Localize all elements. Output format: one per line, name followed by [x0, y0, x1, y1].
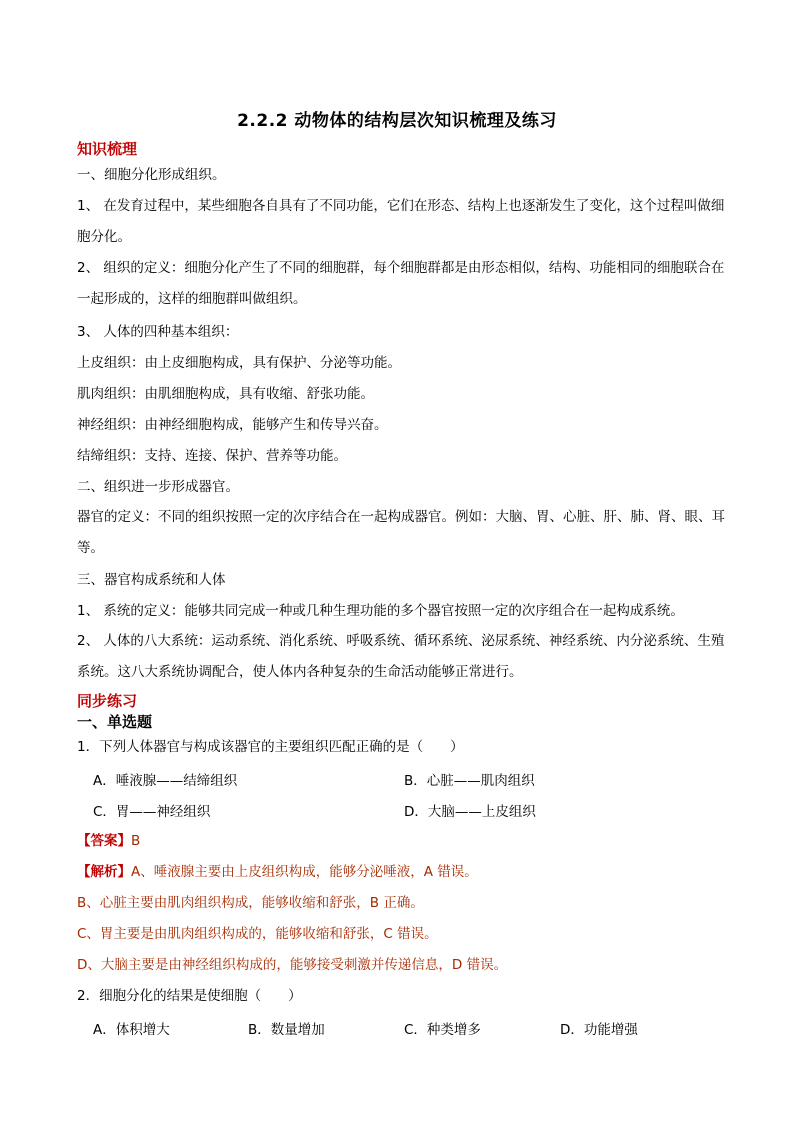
section-heading-practice: 同步练习 [77, 692, 138, 710]
review-paragraph-1: 1、 在发育过程中，某些细胞各自具有了不同功能，它们在形态、结构上也逐渐发生了变化，这个过程叫做细胞分化。 [77, 198, 725, 245]
question-1-analysis-3: C、胃主要是由肌肉组织构成的，能够收缩和舒张，C 错误。 [77, 926, 438, 942]
question-1-answer [77, 832, 140, 850]
page-title: 2.2.2 动物体的结构层次知识梳理及练习 [237, 111, 557, 131]
review-paragraph-6: 2、 人体的八大系统：运动系统、消化系统、呼吸系统、循环系统、泌尿系统、神经系统、内分泌系统、生殖系统。这八大系统协调配合，使人体内各种复杂的生命活动能够正常进行。 [77, 633, 725, 680]
question-1-stem: 1．下列人体器官与构成该器官的主要组织匹配正确的是（ ） [77, 739, 464, 755]
tissue-connective: 结缔组织：支持、连接、保护、营养等功能。 [77, 448, 347, 464]
question-1-option-b: B．心脏——肌肉组织 [404, 773, 535, 789]
tissue-epithelial: 上皮组织：由上皮细胞构成，具有保护、分泌等功能。 [77, 355, 401, 371]
answer-label: 【答案】 [77, 833, 131, 849]
question-1-analysis-4: D、大脑主要是由神经组织构成的，能够接受刺激并传递信息，D 错误。 [77, 957, 508, 973]
question-2-option-d: D．功能增强 [560, 1022, 638, 1038]
answer-value: B [131, 833, 141, 849]
question-1-analysis-1 [77, 863, 478, 881]
question-1-option-c: C．胃——神经组织 [93, 804, 211, 820]
tissue-muscle: 肌肉组织：由肌细胞构成，具有收缩、舒张功能。 [77, 386, 374, 402]
review-paragraph-4: 器官的定义：不同的组织按照一定的次序结合在一起构成器官。例如：大脑、胃、心脏、肝、肺、肾、眼、耳等。 [77, 509, 725, 556]
question-1-option-a: A．唾液腺——结缔组织 [93, 773, 238, 789]
analysis-label: 【解析】 [77, 864, 131, 880]
review-paragraph-3: 3、 人体的四种基本组织： [77, 324, 239, 340]
review-paragraph-5: 1、 系统的定义：能够共同完成一种或几种生理功能的多个器官按照一定的次序组合在一起构成系统。 [77, 603, 684, 619]
review-heading-3: 三、器官构成系统和人体 [77, 572, 226, 588]
practice-subheading: 一、单选题 [77, 713, 153, 731]
question-2-option-a: A．体积增大 [93, 1022, 170, 1038]
question-1-option-d: D．大脑——上皮组织 [404, 804, 536, 820]
tissue-nerve: 神经组织：由神经细胞构成，能够产生和传导兴奋。 [77, 417, 388, 433]
question-2-option-c: C．种类增多 [404, 1022, 481, 1038]
section-heading-review: 知识梳理 [77, 140, 138, 158]
question-1-analysis-2: B、心脏主要由肌肉组织构成，能够收缩和舒张，B 正确。 [77, 895, 424, 911]
review-paragraph-2: 2、 组织的定义：细胞分化产生了不同的细胞群，每个细胞群都是由形态相似，结构、功能相同的细胞联合在一起形成的，这样的细胞群叫做组织。 [77, 260, 725, 307]
question-2-stem: 2．细胞分化的结果是使细胞（ ） [77, 988, 302, 1004]
review-heading-2: 二、组织进一步形成器官。 [77, 479, 239, 495]
review-heading-1: 一、细胞分化形成组织。 [77, 167, 226, 183]
analysis-text-1: A、唾液腺主要由上皮组织构成，能够分泌唾液，A 错误。 [131, 864, 478, 880]
question-2-option-b: B．数量增加 [248, 1022, 325, 1038]
